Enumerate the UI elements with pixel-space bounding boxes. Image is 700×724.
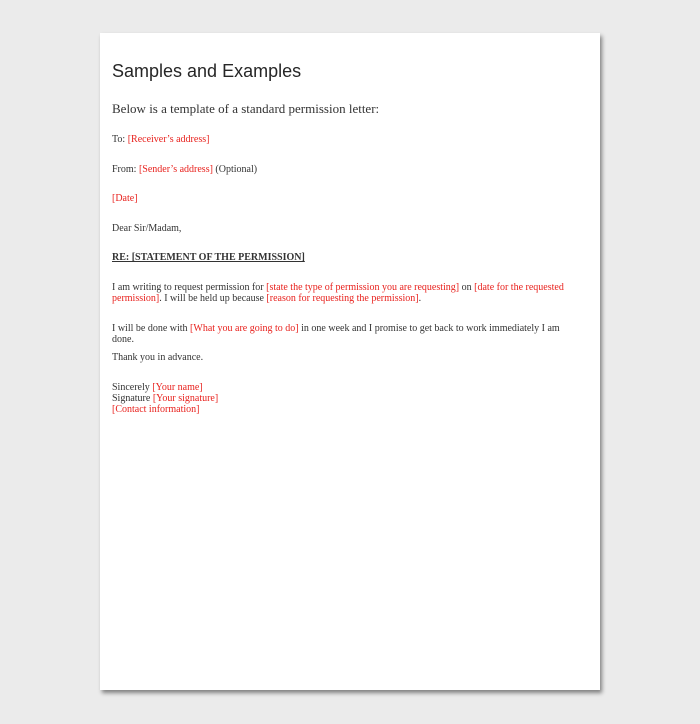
thanks-line: Thank you in advance.: [112, 352, 204, 363]
body-paragraph-1: [112, 282, 582, 304]
sender-address-placeholder: [Sender’s address]: [138, 164, 213, 175]
intro-text: Below is a template of a standard permission letter:: [112, 101, 380, 116]
to-label: To:: [112, 134, 128, 145]
permission-date-placeholder: [date for the requested permission]: [112, 282, 564, 304]
receiver-address-placeholder: [Receiver’s address]: [127, 134, 210, 145]
permission-type-placeholder: [state the type of permission you are requesting]: [266, 282, 460, 293]
sincerely-label: Sincerely: [112, 382, 153, 393]
from-line: [112, 164, 257, 175]
your-name-placeholder: [Your name]: [152, 382, 203, 393]
contact-information-placeholder: [Contact information]: [112, 404, 200, 415]
body-paragraph-2: [112, 323, 582, 345]
salutation: Dear Sir/Madam,: [112, 223, 182, 234]
your-signature-placeholder: [Your signature]: [152, 393, 219, 404]
subject-line: RE: [STATEMENT OF THE PERMISSION]: [112, 252, 305, 263]
paragraph-text: .: [418, 293, 422, 304]
date-placeholder: [Date]: [112, 193, 138, 204]
task-placeholder: [What you are going to do]: [190, 323, 299, 334]
document-page: [100, 33, 600, 690]
to-line: [112, 134, 209, 145]
paragraph-text: I will be done with: [112, 323, 191, 334]
signature-label: Signature: [112, 393, 153, 404]
signature-line: [112, 393, 218, 404]
reason-placeholder: [reason for requesting the permission]: [266, 293, 419, 304]
paragraph-text: on: [459, 282, 475, 293]
optional-note: (Optional): [212, 164, 258, 175]
paragraph-text: I am writing to request permission for: [112, 282, 267, 293]
document-title: Samples and Examples: [112, 61, 302, 81]
sincerely-line: [112, 382, 203, 393]
paragraph-text: . I will be held up because: [159, 293, 267, 304]
paragraph-text: in one week and I promise to get back to work immediately I am done.: [112, 323, 560, 345]
from-label: From:: [112, 164, 139, 175]
